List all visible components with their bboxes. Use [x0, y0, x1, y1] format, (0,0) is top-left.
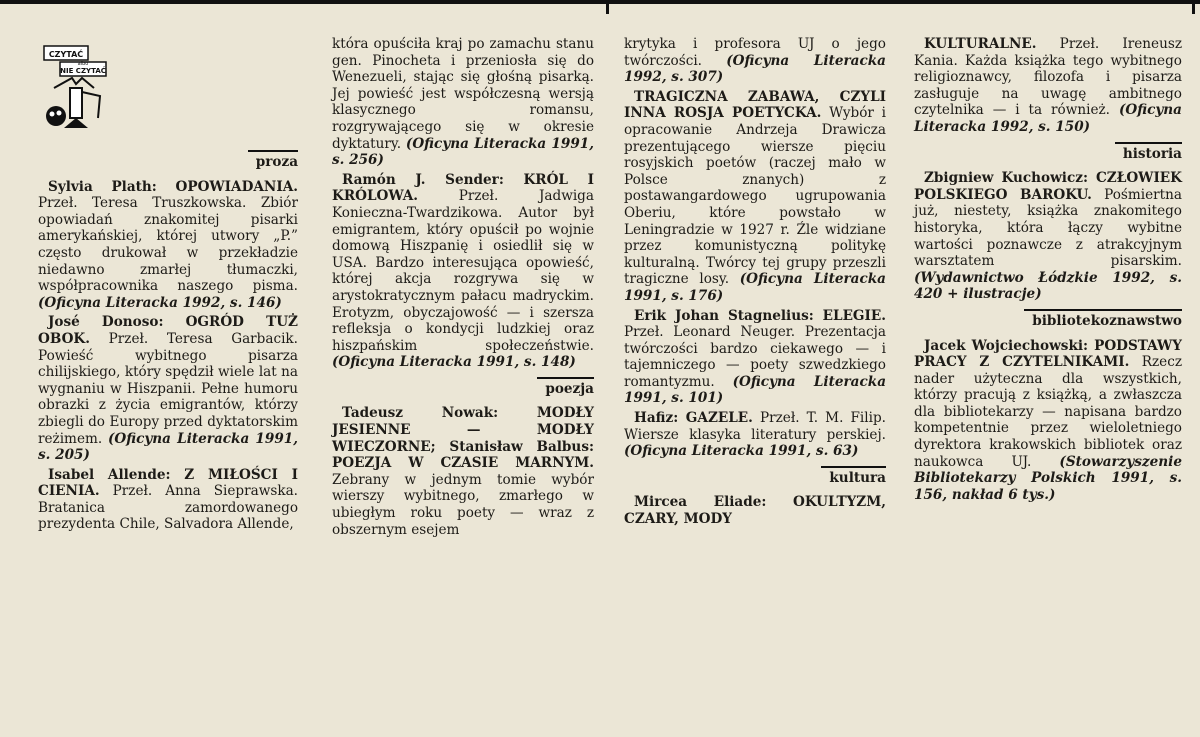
entry-title: Ramón J. Sender: KRÓL I KRÓLOWA. [332, 171, 594, 205]
review-entry [38, 179, 298, 312]
review-entry [624, 36, 886, 86]
review-entry [332, 405, 594, 538]
entry-text: Przeł. Ireneusz Kania. Każda książka tego wybitnego religioznawcy, filozofa i pisarza zasługuje na uwagę ambitnego czytelnika — i ta również. [914, 36, 1182, 119]
review-entry [38, 314, 298, 463]
entry-title: Jacek Wojciechowski: PODSTAWY PRACY Z CZYTELNIKAMI. [914, 337, 1182, 371]
column-2 [332, 36, 594, 541]
entry-source: (Oficyna Literacka 1991, s. 148) [332, 354, 576, 371]
entry-text: Wybór i opracowanie Andrzeja Drawicza prezentującego wiersze pięciu rosyjskich poetów (raczej mało w Polsce znanych) z postawangardowego ugrupowania Oberiu, które powstało w Leningradzie w 1927 r. Źle widziane przez komunistyczną politykę kulturalną. Twórcy tej grupy przeszli tragiczne losy. [624, 105, 887, 288]
entry-source: (Oficyna Literacka 1992, s. 307) [624, 52, 886, 86]
section-header-poezja: poezja [332, 377, 594, 398]
entry-title: Hafiz: GAZELE. [634, 410, 753, 427]
entry-title: TRAGICZNA ZABAWA, CZYLI INNA ROSJA POETYCKA. [624, 88, 886, 122]
entry-title: Isabel Allende: Z MIŁOŚCI I CIENIA. [38, 466, 298, 500]
section-header-historia: historia [914, 142, 1182, 163]
logo-small: albo [77, 61, 89, 67]
column-1 [38, 34, 298, 536]
top-rule [0, 0, 1200, 14]
entry-source: (Stowarzyszenie Bibliotekarzy Polskich 1991, s. 156, nakład 6 tys.) [914, 453, 1182, 503]
entry-text: Przeł. Leonard Neuger. Prezentacja twórczości bardzo ciekawego — i tajemniczego — poety szwedzkiego romantyzmu. [624, 324, 886, 390]
review-entry [332, 36, 594, 169]
entry-title: Erik Johan Stagnelius: ELEGIE. [634, 307, 886, 324]
logo-line2: NIE CZYTAĆ [60, 67, 106, 75]
entry-source: (Oficyna Literacka 1991, s. 205) [38, 430, 298, 464]
review-entry [624, 308, 886, 408]
entry-source: (Wydawnictwo Łódzkie 1992, s. 420 + ilustracje) [914, 269, 1182, 303]
entry-source: (Oficyna Literacka 1992, s. 146) [38, 294, 282, 311]
logo-line1: CZYTAĆ [48, 50, 84, 59]
entry-text: Pośmiertna już, niestety, książka znakomitego historyka, która łączy wybitne wartości poznawcze z atrakcyjnym warsztatem pisarskim. [914, 186, 1182, 270]
review-entry [914, 36, 1182, 136]
entry-source: (Oficyna Literacka 1991, s. 101) [624, 373, 886, 407]
entry-source: (Oficyna Literacka 1992, s. 150) [914, 102, 1182, 135]
entry-title: Mircea Eliade: OKULTYZM, CZARY, MODY [624, 494, 886, 528]
entry-title: José Donoso: OGRÓD TUŻ OBOK. [38, 314, 298, 347]
entry-text: która opuściła kraj po zamachu stanu gen. Pinocheta i przeniosła się do Wenezueli, stając się głośną pisarką. Jej powieść jest współczesną wersją klasycznego romansu, rozgrywającego się w okresie dyktatury. [332, 36, 594, 152]
section-header-proza: proza [38, 150, 298, 171]
section-header-bibliotekoznawstwo: bibliotekoznawstwo [914, 309, 1182, 330]
column-4 [914, 36, 1182, 506]
entry-title: Sylvia Plath: OPOWIADANIA. [48, 178, 298, 195]
entry-title: Tadeusz Nowak: MODŁY JESIENNE — MODŁY WIECZORNE; Stanisław Balbus: POEZJA W CZASIE MARNYM. [332, 405, 594, 472]
review-entry [624, 494, 886, 527]
review-entry [914, 338, 1182, 504]
entry-text: krytyka i profesora UJ o jego twórczości. [624, 36, 886, 69]
review-entry [332, 172, 594, 371]
entry-text: Przeł. Teresa Garbacik. Powieść wybitnego pisarza chilijskiego, który spędził wiele lat na wygnaniu w Hiszpanii. Pełne humoru obrazki z życia emigrantów, którzy zbiegli do Europy przed dyktatorskim reżimem. [38, 330, 298, 447]
entry-text: Przeł. Jadwiga Konieczna-Twardzikowa. Autor był emigrantem, który opuścił po wojnie domową Hiszpanię i osiedlił się w USA. Bardzo interesująca opowieść, której akcja rozgrywa się w arystokratycznym pałacu madryckim. Erotyzm, obyczajowość — i szersza refleksja o kondycji ludzkiej oraz hiszpańskim społeczeństwie. [332, 188, 594, 354]
entry-title: Zbigniew Kuchowicz: CZŁOWIEK POLSKIEGO BAROKU. [914, 170, 1182, 203]
review-entry [624, 89, 886, 305]
entry-text: Przeł. T. M. Filip. Wiersze klasyka literatury perskiej. [624, 410, 886, 443]
entry-text: Zebrany w jednym tomie wybór wierszy wybitnego, zmarłego w ubiegłym roku poety — wraz z obszernym esejem [332, 471, 594, 538]
entry-source: (Oficyna Literacka 1991, s. 256) [332, 135, 594, 169]
entry-text: Rzecz nader użyteczna dla wszystkich, którzy pracują z książką, a zwłaszcza dla bibliotekarzy — napisana bardzo kompetentnie przez wieloletniego dyrektora krakowskich bibliotek oraz naukowca UJ. [914, 354, 1182, 470]
entry-title: KULTURALNE. [924, 36, 1037, 52]
column-3 [624, 36, 886, 531]
review-entry [914, 170, 1182, 303]
review-entry [38, 467, 298, 533]
entry-text: Przeł. Teresa Truszkowska. Zbiór opowiadań znakomitej pisarki amerykańskiej, której utwory „P.” często drukował w przekładzie niedawno zmarłej tłumaczki, współpracownika naszego pisma. [38, 195, 298, 295]
entry-source: (Oficyna Literacka 1991, s. 63) [624, 443, 859, 460]
section-header-kultura: kultura [624, 466, 886, 487]
review-entry [624, 410, 886, 460]
entry-text: Przeł. Anna Sieprawska. Bratanica zamordowanego prezydenta Chile, Salvadora Allende, [38, 483, 298, 533]
entry-source: (Oficyna Literacka 1991, s. 176) [624, 271, 886, 304]
